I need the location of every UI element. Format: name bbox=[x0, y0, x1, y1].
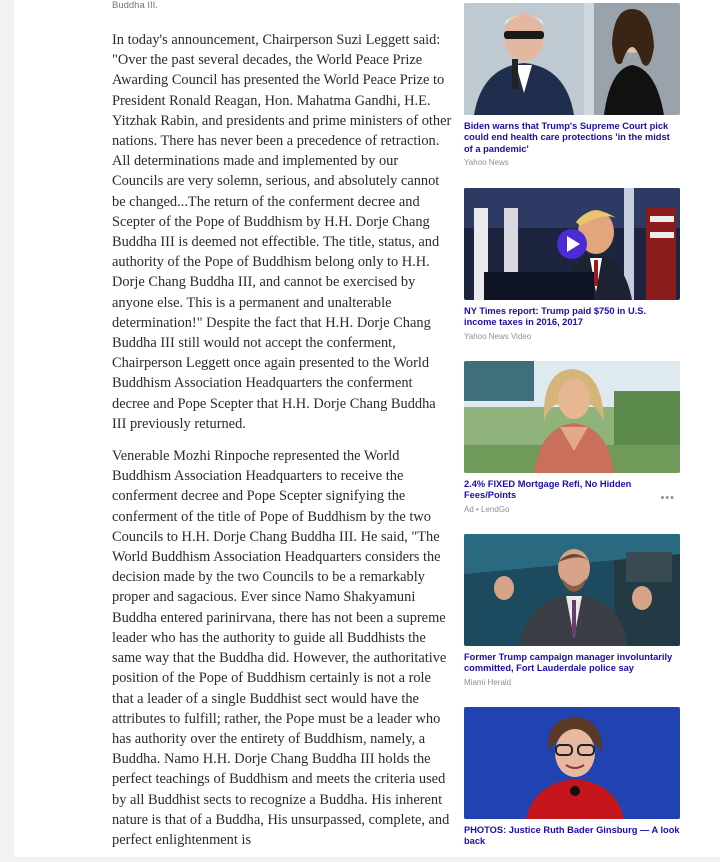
story-card-campaign-manager[interactable] bbox=[464, 534, 681, 707]
story-card-biden[interactable] bbox=[464, 3, 681, 188]
story-card-trump-taxes[interactable] bbox=[464, 188, 681, 361]
ad-source-lendgo: Ad • LendGo bbox=[464, 504, 510, 514]
story-thumbnail-trump-taxes[interactable] bbox=[464, 188, 680, 300]
page bbox=[14, 0, 720, 857]
story-headline-rbg[interactable]: PHOTOS: Justice Ruth Bader Ginsburg — A look back bbox=[464, 825, 680, 847]
ad-card-mortgage[interactable] bbox=[464, 361, 681, 534]
story-thumbnail-biden[interactable] bbox=[464, 3, 680, 115]
ad-thumbnail-mortgage[interactable] bbox=[464, 361, 680, 473]
recommended-stories-rail bbox=[464, 3, 681, 857]
story-headline-biden[interactable]: Biden warns that Trump's Supreme Court pick could end health care protections 'in the midst of a pandemic' bbox=[464, 121, 670, 154]
article-paragraph-2: Venerable Mozhi Rinpoche represented the World Buddhism Association Headquarters to receive the conferment decree and Pope Scepter signifying the conferment of the title of Pope of Buddhism by the two Councils to H.H. Dorje Chang Buddha III. He said, "The World Buddhism Association Headquarters considers the decision made by the two Councils to be a remarkably proper and sagacious. Ever since Namo Shakyamuni Buddha entered parinirvana, there has not been a supreme leader who has the authority to guide all Buddhists the same way that the Buddha did. However, the authoritative position of the Pope of Buddhism certainly is not a role that a leader of a single Buddhist sect would have the attributes to fulfill; rather, the Pope must be a leader who has authority over the entirety of Buddhism, namely, a Buddha. Namo H.H. Dorje Chang Buddha III holds the perfect teachings of Buddhism and meets the criteria used by all Buddhist sects to recognize a Buddha. His inherent nature is that of a Buddha, His unsurpassed, complete, and perfect enlightenment is bbox=[112, 448, 450, 848]
article-body bbox=[112, 0, 452, 862]
story-headline-trump-taxes[interactable]: NY Times report: Trump paid $750 in U.S. income taxes in 2016, 2017 bbox=[464, 306, 647, 328]
story-source-trump-taxes: Yahoo News Video bbox=[464, 331, 532, 341]
story-thumbnail-campaign-manager[interactable] bbox=[464, 534, 680, 646]
more-options-icon[interactable]: ••• bbox=[660, 492, 675, 504]
image-caption: Buddha III. bbox=[112, 0, 158, 11]
story-headline-campaign-manager[interactable]: Former Trump campaign manager involuntarily committed, Fort Lauderdale police say bbox=[464, 652, 673, 674]
story-source-biden: Yahoo News bbox=[464, 158, 509, 168]
article-paragraph-1: In today's announcement, Chairperson Suzi Leggett said: "Over the past several decades, the World Peace Prize Awarding Council has presented the World Peace Prize to President Ronald Reagan, Hon. Mahatma Gandhi, H.E. Yitzhak Rabin, and presidents and prime ministers of other nations. There has never been a precedence of retraction. All determinations made and implemented by our Councils are very solemn, serious, and absolutely cannot be changed...The return of the conferment decree and Scepter of the Pope of Buddhism by H.H. Dorje Chang Buddha III is deemed not effectible. The title, status, and authority of the Pope of Buddhism belong only to H.H. Dorje Chang Buddha III, and cannot be exercised by anyone else. This is a permanent and unalterable determination!" Despite the fact that H.H. Dorje Chang Buddha III still would not accept the conferment, Chairperson Leggett once again presented to the World Buddhism Association Headquarters the conferment decree and Pope Scepter that H.H. Dorje Chang Buddha III previously returned. bbox=[112, 32, 452, 432]
ad-headline-mortgage[interactable]: 2.4% FIXED Mortgage Refi, No Hidden Fees/Points bbox=[464, 479, 632, 501]
story-thumbnail-rbg[interactable] bbox=[464, 707, 680, 819]
story-card-rbg[interactable] bbox=[464, 707, 681, 857]
story-source-miami-herald: Miami Herald bbox=[464, 677, 512, 687]
